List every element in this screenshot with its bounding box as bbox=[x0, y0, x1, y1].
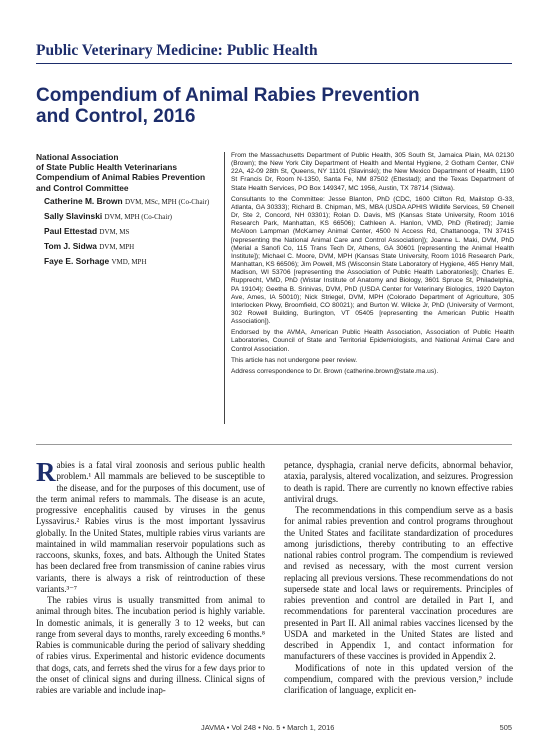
author-name: Catherine M. Brown bbox=[44, 196, 123, 206]
header-body-divider bbox=[36, 444, 512, 445]
author-name: Faye E. Sorhage bbox=[44, 256, 110, 266]
author-entry bbox=[44, 194, 224, 209]
author-list bbox=[44, 194, 224, 269]
article-title-line-1: Compendium of Animal Rabies Prevention bbox=[36, 85, 420, 106]
body-paragraph: The recommendations in this compendium serve as a basis for animal rabies prevention and control programs throughout the United States and facilitate standardization of procedures among jurisdictions, thereby contributing to an effective national rabies control program. The compendium is reviewed and revised as necessary, with the most current version replacing all previous versions. These recommendations do not supersede state and local laws or requirements. Principles of rabies prevention and control are detailed in Part I, and recommendations for parenteral vaccination procedures are presented in Part II. All animal rabies vaccines licensed by the USDA and marketed in the United States are listed and described in Appendix 1, and contact information for manufacturers of these vaccines is provided in Appendix 2. bbox=[284, 505, 513, 662]
journal-citation: JAVMA • Vol 248 • No. 5 • March 1, 2016 bbox=[201, 723, 335, 732]
affiliation-text: From the Massachusetts Department of Public Health, 305 South St, Jamaica Plain, MA 02130 (Brown); the New York City Department of Health and Mental Hygiene, 2 Gotham Center, CN# 22A, 42-09 28th St, Queens, NY 11101 (Slavinski); the New Mexico Department of Health, 1190 St Francis Dr, Room N-1350, Santa Fe, NM 87502 (Ettestad); and the Texas Department of State Health Services, PO Box 149347, MC 1956, Austin, TX 78714 (Sidwa). bbox=[231, 152, 514, 192]
author-name: Sally Slavinski bbox=[44, 211, 103, 221]
endorsement-text: Endorsed by the AVMA, American Public Health Association, Association of Public Health Laboratories, Council of State and Territorial Epidemiologists, and National Animal Care and Control Association. bbox=[231, 329, 514, 353]
author-credentials: DVM, MSc, MPH (Co-Chair) bbox=[124, 198, 210, 206]
committee-line: and Control Committee bbox=[36, 182, 129, 193]
committee-name bbox=[36, 152, 216, 193]
author-credentials: DVM, MPH bbox=[99, 243, 135, 251]
article-title bbox=[36, 85, 496, 127]
body-paragraph: Modifications of note in this updated version of the compendium, compared with the previous version,⁹ include clarification of language, explicit en- bbox=[284, 662, 513, 695]
paragraph-text: abies is a fatal viral zoonosis and serious public health problem.¹ All mammals are believed to be susceptible to the disease, and for the purposes of this document, use of the term animal refers to mammals. The disease is an acute, progressive encephalitis caused by viruses in the genus Lyssavirus.² Rabies virus is the most important lyssavirus globally. In the United States, multiple rabies virus variants are maintained in wild mammalian reservoir populations such as raccoons, skunks, foxes, and bats. Although the United States has been declared free from transmission of canine rabies virus variants, there is always a risk of reintroduction of these variants.³⁻⁷ bbox=[36, 460, 265, 594]
left-column-clip bbox=[36, 460, 268, 718]
section-divider bbox=[36, 63, 512, 64]
author-name: Paul Ettestad bbox=[44, 226, 98, 236]
body-paragraph: petance, dysphagia, cranial nerve deficits, abnormal behavior, ataxia, paralysis, altered vocalization, and seizures. Progression to death is rapid. There are currently no known effective rabies antiviral drugs. bbox=[284, 460, 513, 504]
section-heading: Public Veterinary Medicine: Public Health bbox=[36, 42, 318, 59]
committee-line: Compendium of Animal Rabies Prevention bbox=[36, 172, 206, 183]
author-entry bbox=[44, 254, 224, 269]
page-number: 505 bbox=[499, 723, 512, 732]
article-title-line-2: and Control, 2016 bbox=[36, 106, 196, 127]
body-right-column bbox=[284, 460, 513, 696]
committee-line: of State Public Health Veterinarians bbox=[36, 162, 178, 173]
author-credentials: DVM, MPH (Co-Chair) bbox=[104, 213, 173, 221]
committee-line: National Association bbox=[36, 152, 119, 162]
body-left-column bbox=[36, 460, 265, 696]
drop-cap: R bbox=[36, 460, 56, 487]
author-credentials: DVM, MS bbox=[99, 228, 130, 236]
consultants-text: Consultants to the Committee: Jesse Blanton, PhD (CDC, 1600 Clifton Rd, Mailstop G-33, Atlanta, GA 30333); Richard B. Chipman, MS, MBA (USDA APHIS Wildlife Services, 59 Chenell Dr, Ste 2, Concord, NH 03301); Rolan D. Davis, MS (Kansas State University, Room 1016 Research Park, Manhattan, KS 66506); Cathleen A. Hanlon, VMD, PhD (Retired); Jamie McAloon Lampman (McKamey Animal Center, 4500 N Access Rd, Chattanooga, TN 37415 [representing the National Animal Care and Control Association]); Joanne L. Maki, DVM, PhD (Merial a Sanofi Co, 115 Trans Tech Dr, Athens, GA 30601 [representing the Animal Health Institute]); Michael C. Moore, DVM, MPH (Kansas State University, Room 1016 Research Park, Manhattan, KS 66506); Jim Powell, MS (Wisconsin State Laboratory of Hygiene, 465 Henry Mall, Madison, WI 53706 [representing the Association of Public Health Laboratories]); Charles E. Rupprecht, VMD, PhD (Wistar Institute of Anatomy and Biology, 3601 Spruce St, Philadelphia, PA 19104); Geetha B. Srinivas, DVM, PhD (USDA Center for Veterinary Biologics, 1920 Dayton Ave, Ames, IA 50010); Nick Striegel, DVM, MPH (Colorado Department of Agriculture, 305 Interlocken Pkwy, Broomfield, CO 80021); and Burton W. Wilcke Jr, PhD (University of Vermont, 302 Rowell Building, Burlington, VT 05405 [representing the American Public Health Association]). bbox=[231, 195, 514, 326]
column-divider bbox=[224, 152, 225, 424]
author-credentials: VMD, MPH bbox=[111, 258, 147, 266]
author-entry bbox=[44, 224, 224, 239]
correspondence-text: Address correspondence to Dr. Brown (catherine.brown@state.ma.us). bbox=[231, 367, 439, 375]
body-paragraph: The rabies virus is usually transmitted from animal to animal through bites. The incubation period is highly variable. In domestic animals, it is generally 3 to 12 weeks, but can range from several days to months, rarely exceeding 6 months.⁸ Rabies is communicable during the period of salivary shedding of rabies virus. Experimental and historic evidence documents that dogs, cats, and ferrets shed the virus for a few days prior to the onset of clinical signs and during illness. Clinical signs of rabies are variable and include inap- bbox=[36, 595, 265, 695]
author-entry bbox=[44, 209, 224, 224]
review-note: This article has not undergone peer review. bbox=[231, 356, 358, 364]
affiliations-panel bbox=[231, 152, 514, 379]
body-paragraph bbox=[36, 460, 265, 595]
right-column-clip bbox=[284, 460, 516, 718]
author-name: Tom J. Sidwa bbox=[44, 241, 97, 251]
author-entry bbox=[44, 239, 224, 254]
